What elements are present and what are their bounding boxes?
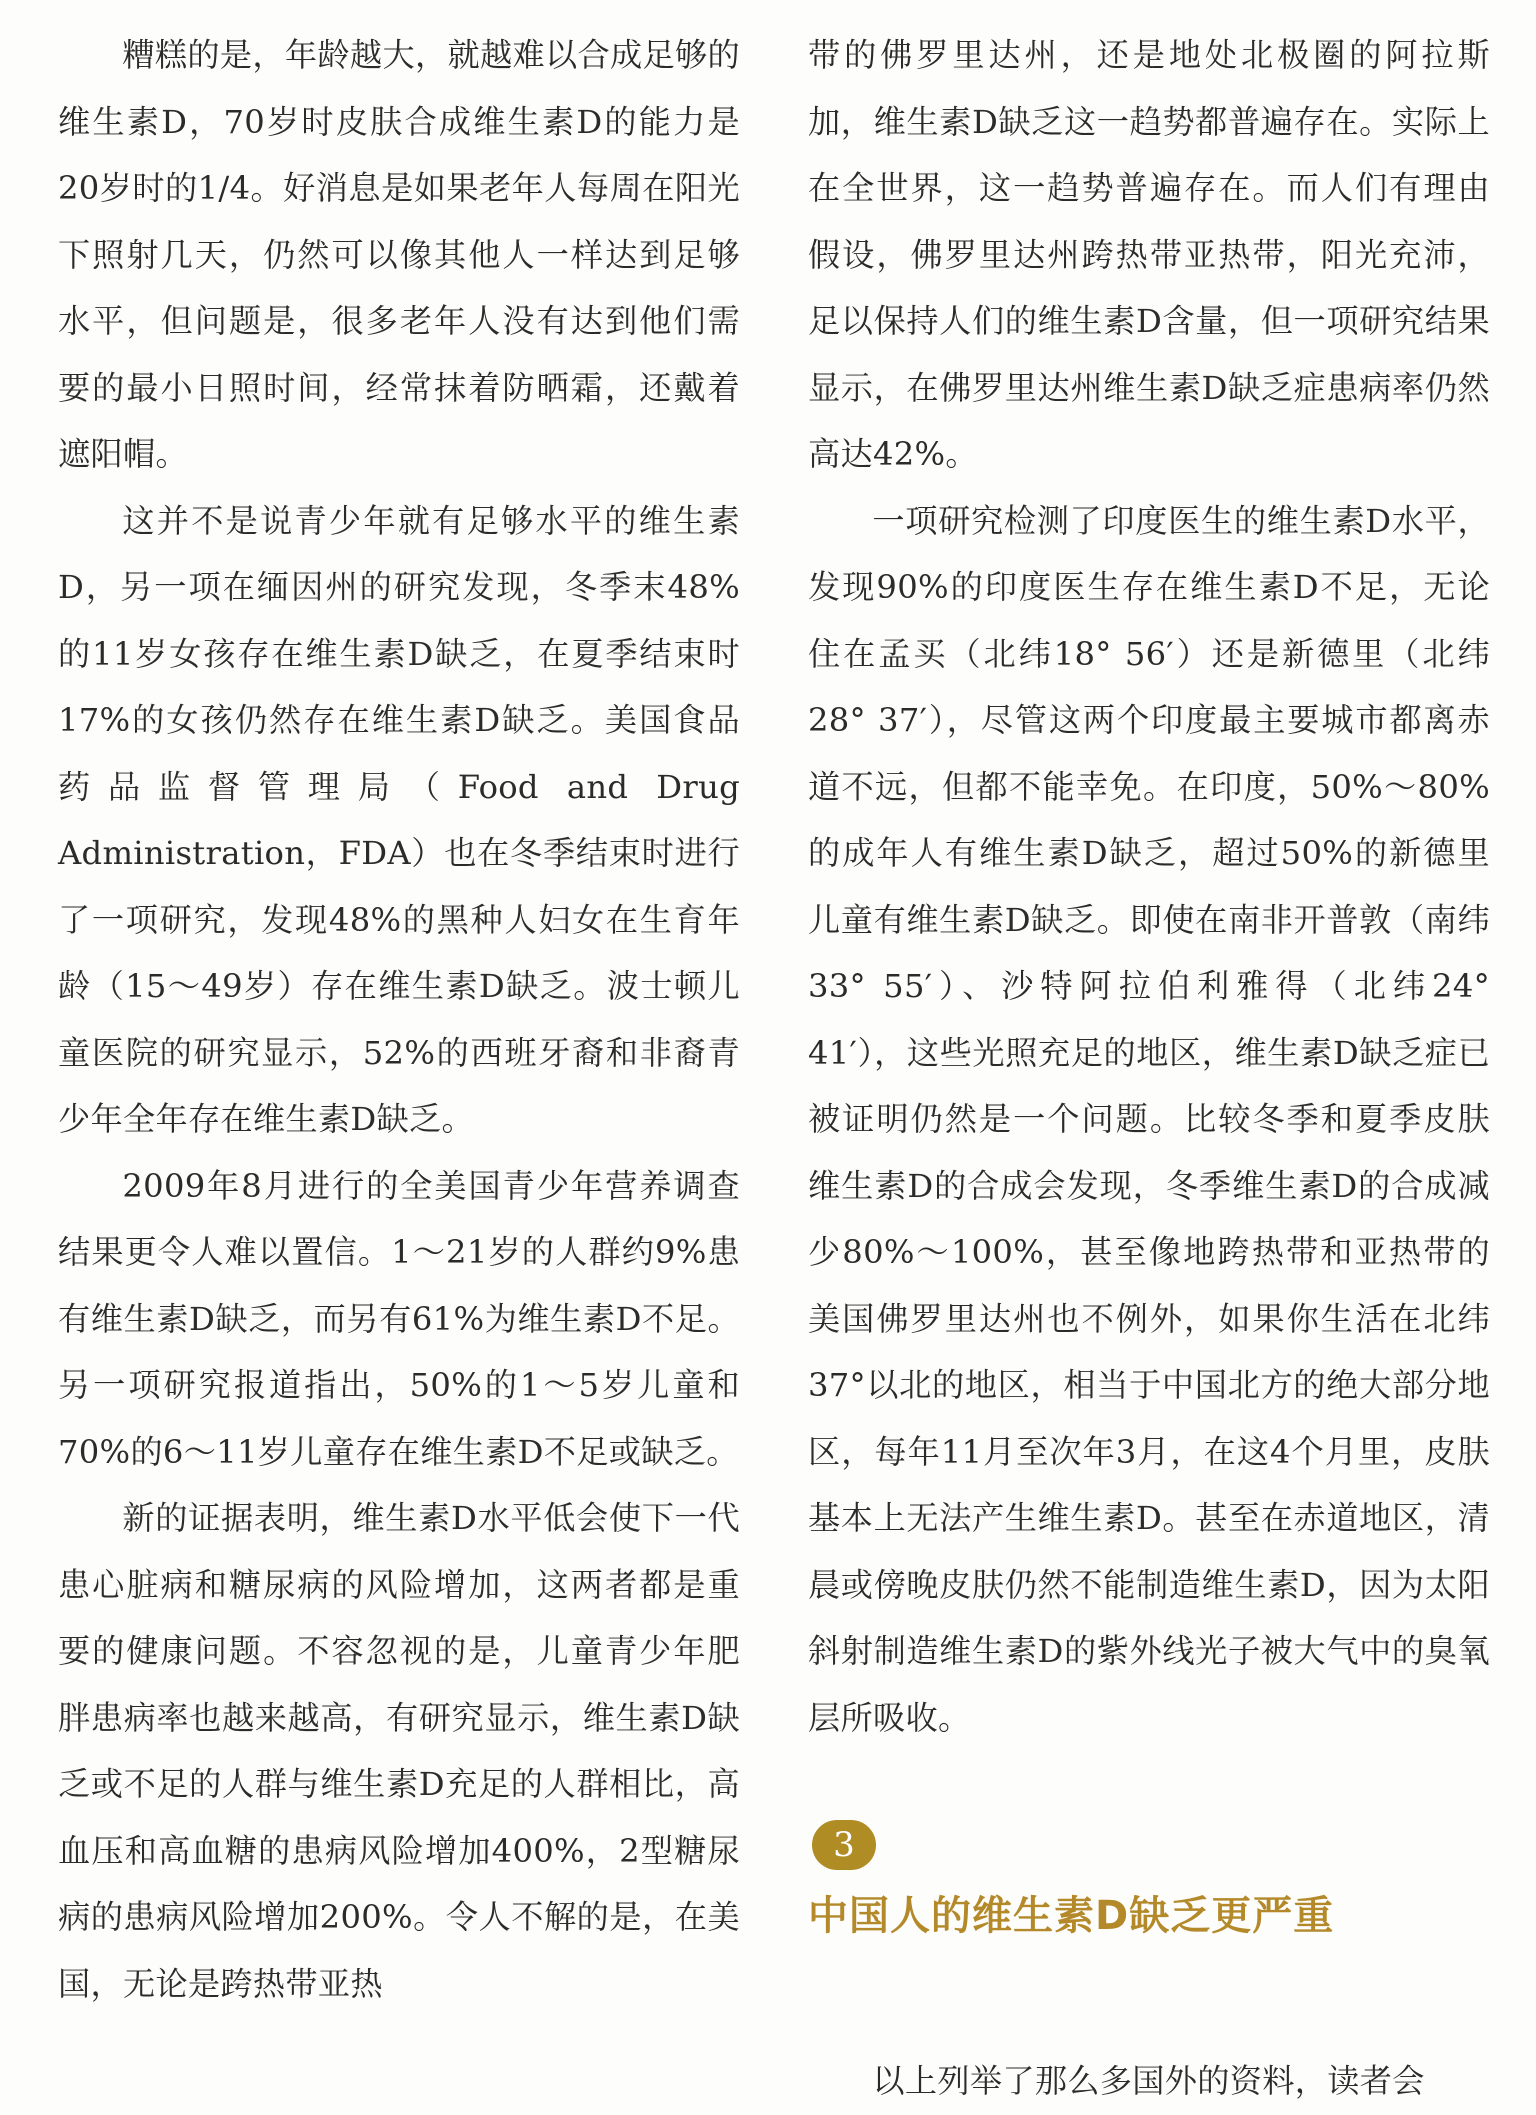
paragraph: 糟糕的是，年龄越大，就越难以合成足够的维生素D，70岁时皮肤合成维生素D的能力是20岁时的1/4。好消息是如果老年人每周在阳光下照射几天，仍然可以像其他人一样达到足够水平，但问题是，很多老年人没有达到他们需要的最小日照时间，经常抹着防晒霜，还戴着遮阳帽。 [58,36,740,473]
paragraph-continued: 带的佛罗里达州，还是地处北极圈的阿拉斯加，维生素D缺乏这一趋势都普遍存在。实际上在全世界，这一趋势普遍存在。而人们有理由假设，佛罗里达州跨热带亚热带，阳光充沛，足以保持人们的维生素D含量，但一项研究结果显示，在佛罗里达州维生素D缺乏症患病率仍然高达42%。 [808,36,1490,473]
right-column [808,22,1490,1751]
left-column [58,22,740,2017]
paragraph: 新的证据表明，维生素D水平低会使下一代患心脏病和糖尿病的风险增加，这两者都是重要的健康问题。不容忽视的是，儿童青少年肥胖患病率也越来越高，有研究显示，维生素D缺乏或不足的人群与维生素D充足的人群相比，高血压和高血糖的患病风险增加400%，2型糖尿病的患病风险增加200%。令人不解的是，在美国，无论是跨热带亚热 [58,1499,740,2003]
section-title: 中国人的维生素D缺乏更严重 [808,1893,1335,1939]
section-body [808,2048,1490,2115]
section-heading [808,1820,1490,1944]
paragraph: 2009年8月进行的全美国青少年营养调查结果更令人难以置信。1～21岁的人群约9%患有维生素D缺乏，而另有61%为维生素D不足。另一项研究报道指出，50%的1～5岁儿童和70%的6～11岁儿童存在维生素D不足或缺乏。 [58,1166,740,1471]
paragraph: 一项研究检测了印度医生的维生素D水平，发现90%的印度医生存在维生素D不足，无论住在孟买（北纬18° 56′）还是新德里（北纬28° 37′），尽管这两个印度最主要城市都离赤道不远，但都不能幸免。在印度，50%～80%的成年人有维生素D缺乏，超过50%的新德里儿童有维生素D缺乏。即使在南非开普敦（南纬33° 55′）、沙特阿拉伯利雅得（北纬24° 41′），这些光照充足的地区，维生素D缺乏症已被证明仍然是一个问题。比较冬季和夏季皮肤维生素D的合成会发现，冬季维生素D的合成减少80%～100%，甚至像地跨热带和亚热带的美国佛罗里达州也不例外，如果你生活在北纬37°以北的地区，相当于中国北方的绝大部分地区，每年11月至次年3月，在这4个月里，皮肤基本上无法产生维生素D。甚至在赤道地区，清晨或傍晚皮肤仍然不能制造维生素D，因为太阳斜射制造维生素D的紫外线光子被大气中的臭氧层所吸收。 [808,501,1490,1737]
paragraph: 这并不是说青少年就有足够水平的维生素D，另一项在缅因州的研究发现，冬季末48%的11岁女孩存在维生素D缺乏，在夏季结束时17%的女孩仍然存在维生素D缺乏。美国食品药品监督管理局（Food and Drug Administration，FDA）也在冬季结束时进行了一项研究，发现48%的黑种人妇女在生育年龄（15～49岁）存在维生素D缺乏。波士顿儿童医院的研究显示，52%的西班牙裔和非裔青少年全年存在维生素D缺乏。 [58,501,740,1138]
paragraph: 以上列举了那么多国外的资料，读者会 [872,2062,1425,2100]
section-number-badge: 3 [812,1820,876,1870]
